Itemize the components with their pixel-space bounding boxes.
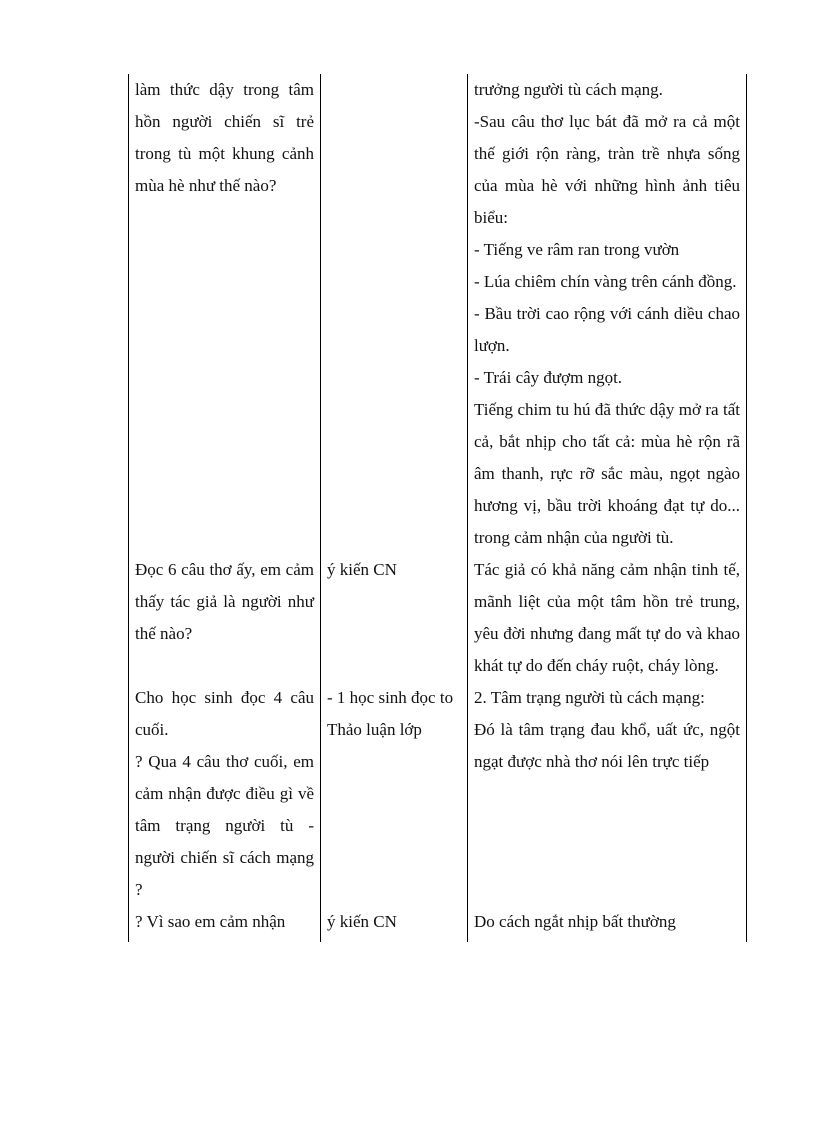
content-cell <box>468 682 747 906</box>
activity-cell <box>321 682 468 906</box>
activity-cell <box>321 906 468 942</box>
table-row <box>129 682 747 906</box>
content-cell <box>468 554 747 682</box>
content-line: Do cách ngắt nhịp bất thường <box>474 912 676 931</box>
content-line: Đó là tâm trạng đau khổ, uất ức, ngột ngạt được nhà thơ nói lên trực tiếp <box>474 720 740 771</box>
question-text: ? Qua 4 câu thơ cuối, em cảm nhận được điều gì về tâm trạng người tù - người chiến sĩ cách mạng ? <box>135 752 314 899</box>
activity-text: ý kiến CN <box>327 560 397 579</box>
content-line: -Sau câu thơ lục bát đã mở ra cả một thế giới rộn ràng, tràn trề nhựa sống của mùa hè với những hình ảnh tiêu biểu: <box>474 112 740 227</box>
lesson-table <box>128 74 747 942</box>
content-line: trưởng người tù cách mạng. <box>474 80 663 99</box>
bullet-item: - Trái cây đượm ngọt. <box>474 368 623 387</box>
activity-text: Thảo luận lớp <box>327 720 422 739</box>
question-text: Đọc 6 câu thơ ấy, em cảm thấy tác giả là người như thế nào? <box>135 560 314 643</box>
table-row <box>129 906 747 942</box>
question-text: Cho học sinh đọc 4 câu cuối. <box>135 688 314 739</box>
question-text: làm thức dậy trong tâm hồn người chiến sĩ trẻ trong tù một khung cảnh mùa hè như thế nào? <box>135 80 314 195</box>
question-cell <box>129 74 321 554</box>
activity-text: ý kiến CN <box>327 912 397 931</box>
question-text: ? Vì sao em cảm nhận <box>135 912 286 931</box>
question-cell <box>129 682 321 906</box>
bullet-item: - Tiếng ve râm ran trong vườn <box>474 240 680 259</box>
table-row <box>129 74 747 554</box>
content-cell <box>468 74 747 554</box>
content-cell <box>468 906 747 942</box>
bullet-item: - Bầu trời cao rộng với cánh diều chao lượn. <box>474 304 740 355</box>
content-line: Tiếng chim tu hú đã thức dậy mở ra tất cả, bắt nhịp cho tất cả: mùa hè rộn rã âm thanh, rực rỡ sắc màu, ngọt ngào hương vị, bầu trời khoáng đạt tự do... trong cảm nhận của người tù. <box>474 400 740 547</box>
question-cell <box>129 554 321 682</box>
question-cell <box>129 906 321 942</box>
bullet-item: - Lúa chiêm chín vàng trên cánh đồng. <box>474 272 737 291</box>
content-line: Tác giả có khả năng cảm nhận tinh tế, mãnh liệt của một tâm hồn trẻ trung, yêu đời nhưng đang mất tự do và khao khát tự do đến cháy ruột, cháy lòng. <box>474 560 740 675</box>
table-row <box>129 554 747 682</box>
activity-cell <box>321 554 468 682</box>
activity-cell <box>321 74 468 554</box>
section-heading: 2. Tâm trạng người tù cách mạng: <box>474 688 705 707</box>
activity-text: - 1 học sinh đọc to <box>327 688 454 707</box>
